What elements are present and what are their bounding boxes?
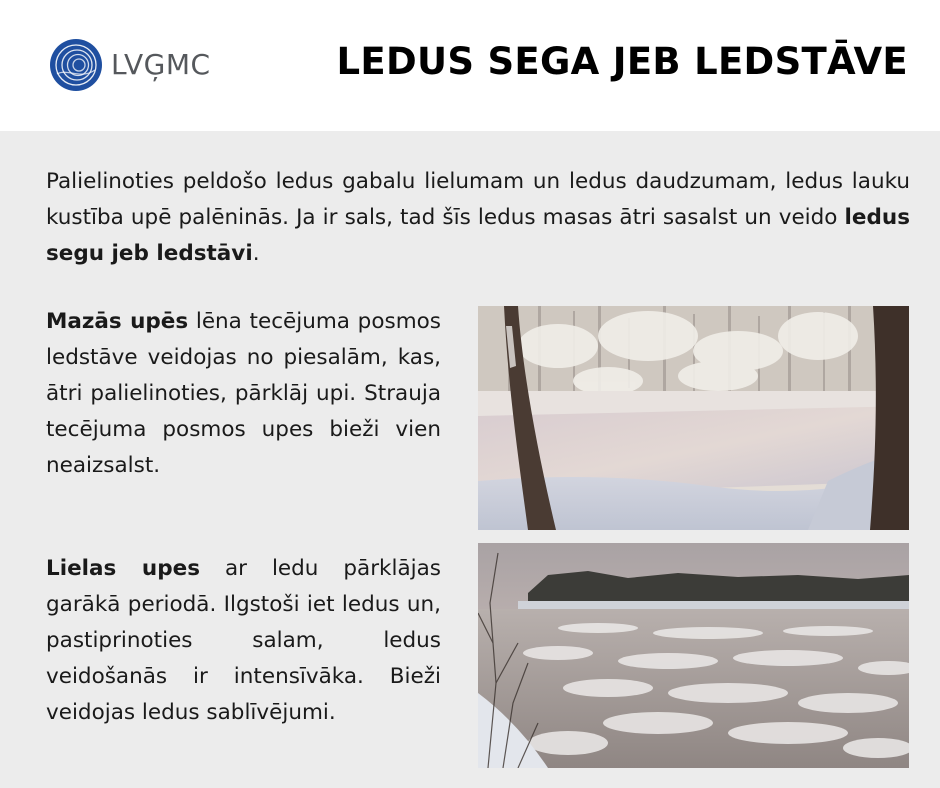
- page-title: LEDUS SEGA JEB LEDSTĀVE: [336, 40, 908, 83]
- lvgmc-logo-icon: [49, 38, 103, 92]
- large-rivers-heading: Lielas upes: [46, 556, 201, 581]
- intro-bold-text: ledus segu jeb ledstāvi: [46, 205, 910, 266]
- small-rivers-heading: Mazās upēs: [46, 309, 189, 334]
- intro-text: Palielinoties peldošo ledus gabalu lielumam un ledus daudzumam, ledus lauku kustība upē palēninās. Ja ir sals, tad šīs ledus masas ātri sasalst un veido: [46, 169, 910, 230]
- intro-text-end: .: [252, 241, 260, 266]
- lvgmc-logo[interactable]: [49, 38, 219, 94]
- large-river-ice-photo: [478, 543, 909, 768]
- large-rivers-text: ar ledu pārklājas garākā periodā. Ilgstoši iet ledus un, pastiprinoties salam, ledus veidošanās ir intensīvāka. Bieži veidojas ledus sablīvējumi.: [46, 556, 441, 725]
- logo-wordmark: LVĢMC: [111, 48, 211, 81]
- small-river-frozen-photo: [478, 306, 909, 530]
- header: [0, 0, 940, 131]
- small-rivers-paragraph: [46, 304, 441, 484]
- large-rivers-paragraph: [46, 551, 441, 731]
- intro-paragraph: [46, 164, 910, 272]
- small-rivers-text: lēna tecējuma posmos ledstāve veidojas no piesalām, kas, ātri palielinoties, pārklāj upi. Strauja tecējuma posmos upes bieži vien neaizsalst.: [46, 309, 441, 478]
